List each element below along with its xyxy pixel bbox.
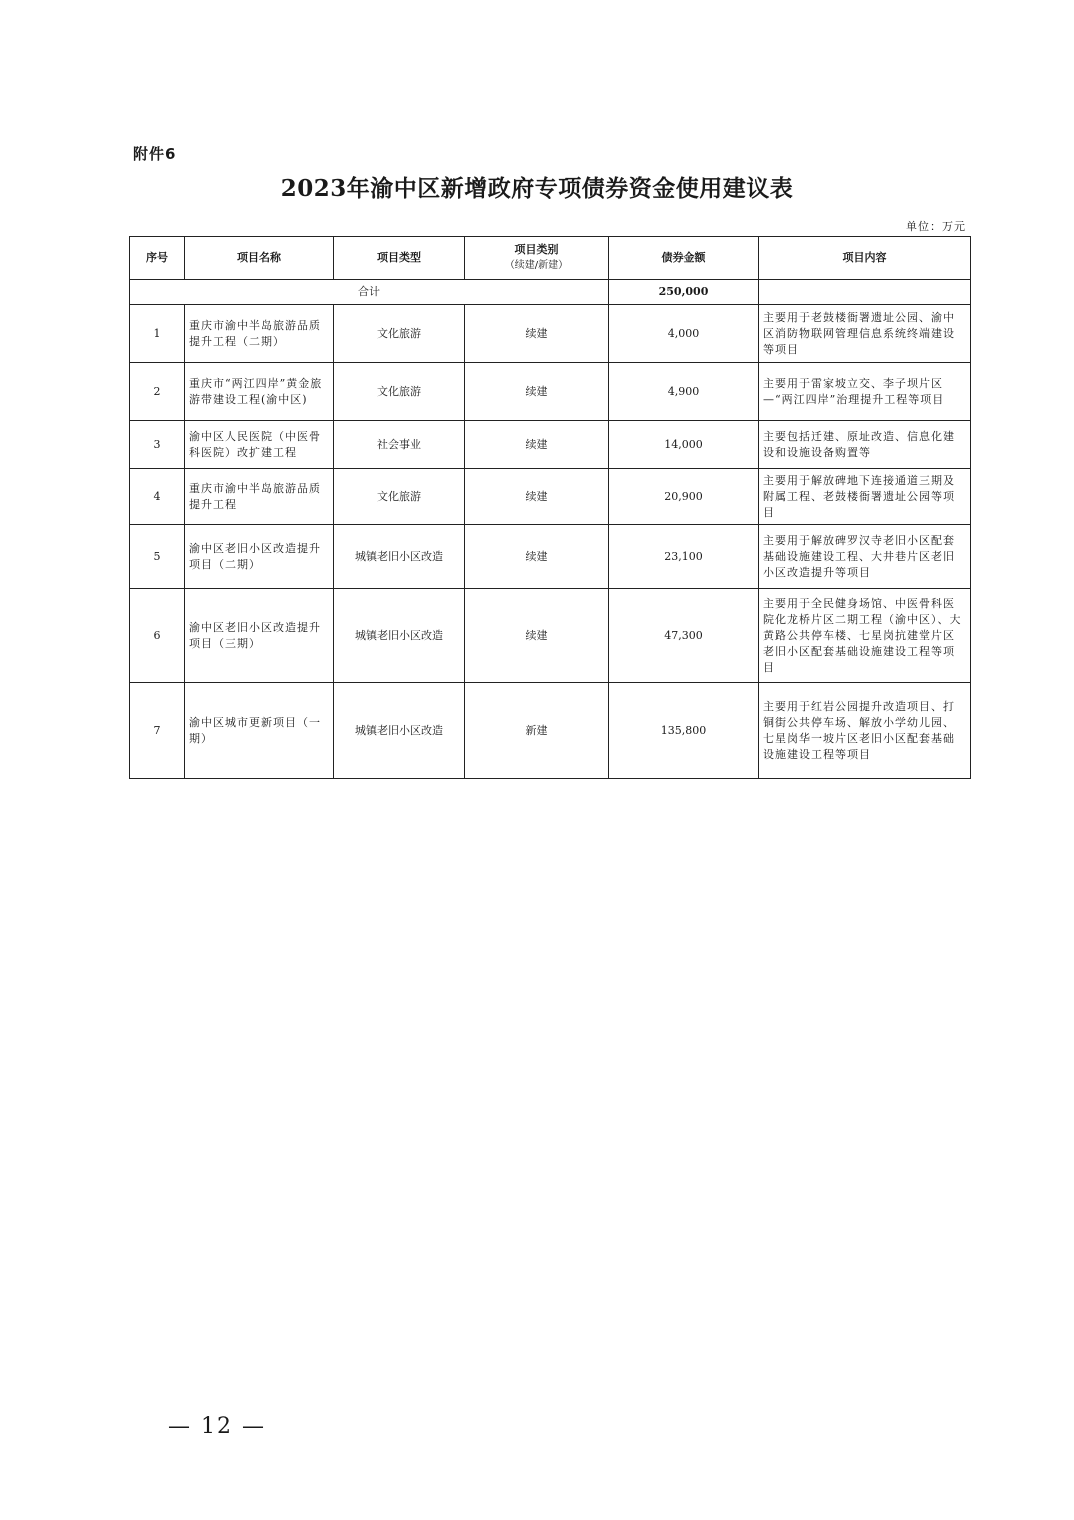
row-content: 主要用于解放碑罗汉寺老旧小区配套基础设施建设工程、大井巷片区老旧小区改造提升等项目 xyxy=(759,525,971,589)
row-content: 主要用于解放碑地下连接通道三期及附属工程、老鼓楼衙署遗址公园等项目 xyxy=(759,469,971,525)
row-name: 渝中区老旧小区改造提升项目（三期） xyxy=(185,589,334,683)
row-category: 续建 xyxy=(465,305,609,363)
row-name: 渝中区城市更新项目（一期） xyxy=(185,683,334,779)
row-type: 城镇老旧小区改造 xyxy=(334,589,465,683)
row-content: 主要用于雷家坡立交、李子坝片区—“两江四岸”治理提升工程等项目 xyxy=(759,363,971,421)
total-row xyxy=(130,280,971,305)
header-category-sub: （续建/新建） xyxy=(504,260,569,271)
total-amount: 250,000 xyxy=(609,280,759,305)
row-seq: 7 xyxy=(130,683,185,779)
table-row xyxy=(130,525,971,589)
page-number: — 12 — xyxy=(168,1414,266,1439)
row-type: 文化旅游 xyxy=(334,363,465,421)
header-amount: 债券金额 xyxy=(609,237,759,280)
row-amount: 4,900 xyxy=(609,363,759,421)
total-content-empty xyxy=(759,280,971,305)
table-row xyxy=(130,469,971,525)
row-type: 城镇老旧小区改造 xyxy=(334,525,465,589)
bond-allocation-table xyxy=(129,236,971,779)
table-row xyxy=(130,589,971,683)
row-seq: 4 xyxy=(130,469,185,525)
row-name: 重庆市“两江四岸”黄金旅游带建设工程(渝中区) xyxy=(185,363,334,421)
row-type: 社会事业 xyxy=(334,421,465,469)
table-header-row xyxy=(130,237,971,280)
row-amount: 23,100 xyxy=(609,525,759,589)
row-category: 续建 xyxy=(465,421,609,469)
row-category: 续建 xyxy=(465,363,609,421)
row-amount: 4,000 xyxy=(609,305,759,363)
table-row xyxy=(130,421,971,469)
unit-label: 单位：万元 xyxy=(906,220,966,233)
row-amount: 14,000 xyxy=(609,421,759,469)
row-category: 续建 xyxy=(465,589,609,683)
row-category: 新建 xyxy=(465,683,609,779)
row-seq: 5 xyxy=(130,525,185,589)
document-title: 2023年渝中区新增政府专项债券资金使用建议表 xyxy=(280,175,794,202)
row-type: 文化旅游 xyxy=(334,469,465,525)
table-row xyxy=(130,363,971,421)
row-category: 续建 xyxy=(465,525,609,589)
row-seq: 1 xyxy=(130,305,185,363)
table-row xyxy=(130,683,971,779)
row-amount: 20,900 xyxy=(609,469,759,525)
header-type: 项目类型 xyxy=(334,237,465,280)
total-label: 合计 xyxy=(130,280,609,305)
row-content: 主要用于老鼓楼衙署遗址公园、渝中区消防物联网管理信息系统终端建设等项目 xyxy=(759,305,971,363)
row-category: 续建 xyxy=(465,469,609,525)
header-content: 项目内容 xyxy=(759,237,971,280)
table-row xyxy=(130,305,971,363)
row-type: 城镇老旧小区改造 xyxy=(334,683,465,779)
row-name: 重庆市渝中半岛旅游品质提升工程 xyxy=(185,469,334,525)
header-seq: 序号 xyxy=(130,237,185,280)
row-amount: 47,300 xyxy=(609,589,759,683)
row-content: 主要用于红岩公园提升改造项目、打铜街公共停车场、解放小学幼儿园、七星岗华一坡片区老旧小区配套基础设施建设工程等项目 xyxy=(759,683,971,779)
row-name: 渝中区人民医院（中医骨科医院）改扩建工程 xyxy=(185,421,334,469)
row-name: 重庆市渝中半岛旅游品质提升工程（二期） xyxy=(185,305,334,363)
header-name: 项目名称 xyxy=(185,237,334,280)
header-category-label: 项目类别 xyxy=(514,243,559,256)
row-seq: 3 xyxy=(130,421,185,469)
row-content: 主要包括迁建、原址改造、信息化建设和设施设备购置等 xyxy=(759,421,971,469)
row-seq: 6 xyxy=(130,589,185,683)
header-category xyxy=(465,237,609,280)
row-type: 文化旅游 xyxy=(334,305,465,363)
row-content: 主要用于全民健身场馆、中医骨科医院化龙桥片区二期工程（渝中区）、大黄路公共停车楼、七星岗抗建堂片区老旧小区配套基础设施建设工程等项目 xyxy=(759,589,971,683)
attachment-label: 附件6 xyxy=(133,145,177,163)
row-amount: 135,800 xyxy=(609,683,759,779)
row-name: 渝中区老旧小区改造提升项目（二期） xyxy=(185,525,334,589)
row-seq: 2 xyxy=(130,363,185,421)
